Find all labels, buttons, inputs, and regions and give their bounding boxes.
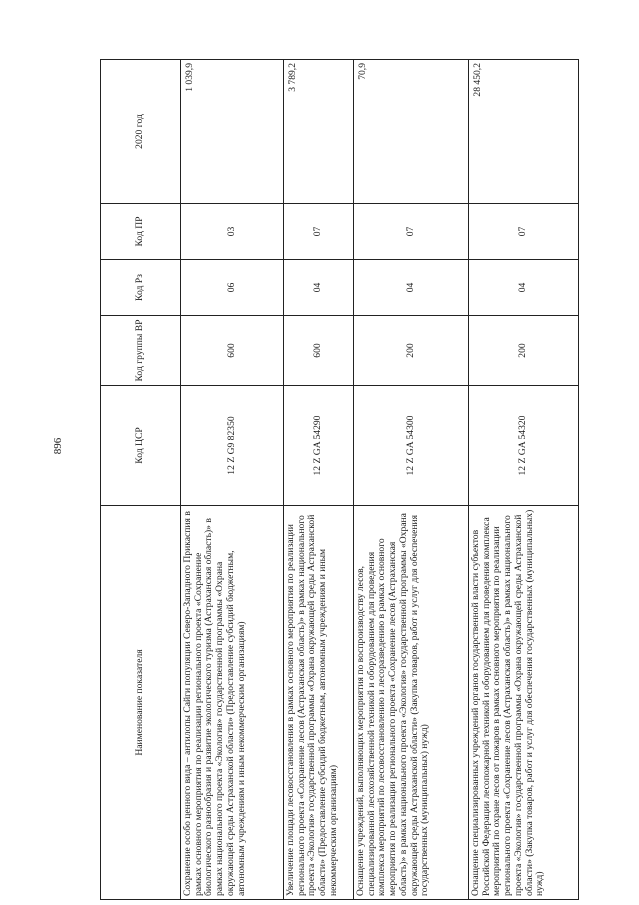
header-name: Наименование показателя <box>101 506 181 900</box>
row-name: Увеличение площади лесовосстановления в рамках основного мероприятия по реализации регионального проекта «Сохранение лесов (Астраханская область)» в рамках национального проекта «Экология» государственной программы «Охрана окружающей среды Астраханской области» (Предоставление субсидий бюджетным, автономным учреждениям и иным некоммерческим организациям) <box>284 506 354 900</box>
row-name: Оснащение учреждений, выполняющих мероприятия по воспроизводству лесов, специализированной лесохозяйственной техникой и оборудованием для проведения комплекса мероприятий по лесовосстановлению и лесоразведению в рамках основного мероприятия по реализации регионального проекта «Сохранение лесов (Астраханская область)» в рамках национального проекта «Экология» государственной программы «Охрана окружающей среды Астраханской области» (Закупка товаров, работ и услуг для обеспечения государственных (муниципальных) нужд) <box>354 506 469 900</box>
table-row <box>469 60 579 900</box>
row-pr: 07 <box>284 204 354 260</box>
row-value: 28 450,2 <box>469 60 579 204</box>
row-csr: 12 Z GA 54320 <box>469 386 579 506</box>
rotated-table-frame <box>100 60 578 900</box>
row-name: Оснащение специализированных учреждений органов государственной власти субъектов Российской Федерации лесопожарной техникой и оборудованием для проведения комплекса мероприятий по охране лесов от пожаров в рамках основного мероприятия по реализации регионального проекта «Сохранение лесов (Астраханская область)» в рамках национального проекта «Экология» государственной программы «Охрана окружающей среды Астраханской области» (Закупка товаров, работ и услуг для обеспечения государственных (муниципальных) нужд) <box>469 506 579 900</box>
header-pr: Код ПР <box>101 204 181 260</box>
row-vr: 600 <box>284 316 354 386</box>
row-rz: 04 <box>284 260 354 316</box>
rotated-table-content <box>100 60 578 900</box>
row-vr: 200 <box>354 316 469 386</box>
header-rz: Код Рз <box>101 260 181 316</box>
budget-table <box>100 59 579 900</box>
page-number: 896 <box>52 437 64 455</box>
table-row <box>354 60 469 900</box>
row-value: 1 039,9 <box>181 60 284 204</box>
row-csr: 12 Z GA 54300 <box>354 386 469 506</box>
table-header-row <box>101 60 181 900</box>
row-value: 3 789,2 <box>284 60 354 204</box>
row-vr: 600 <box>181 316 284 386</box>
row-name: Сохранение особо ценного вида – антилопы Сайги популяции Северо-Западного Прикаспия в рамках основного мероприятия по реализации регионального проекта «Сохранение биологического разнообразия и развитие экологического туризма (Астраханская область)» в рамках национального проекта «Экология» государственной программы «Охрана окружающей среды Астраханской области» (Предоставление субсидий бюджетным, автономным учреждениям и иным некоммерческим организациям) <box>181 506 284 900</box>
table-row <box>284 60 354 900</box>
row-vr: 200 <box>469 316 579 386</box>
table-row <box>181 60 284 900</box>
header-vr: Код группы ВР <box>101 316 181 386</box>
row-rz: 04 <box>354 260 469 316</box>
row-csr: 12 Z GA 54290 <box>284 386 354 506</box>
row-pr: 07 <box>354 204 469 260</box>
row-csr: 12 Z G9 82350 <box>181 386 284 506</box>
row-rz: 06 <box>181 260 284 316</box>
header-year: 2020 год <box>101 60 181 204</box>
row-rz: 04 <box>469 260 579 316</box>
row-pr: 07 <box>469 204 579 260</box>
row-pr: 03 <box>181 204 284 260</box>
header-csr: Код ЦСР <box>101 386 181 506</box>
row-value: 70,9 <box>354 60 469 204</box>
